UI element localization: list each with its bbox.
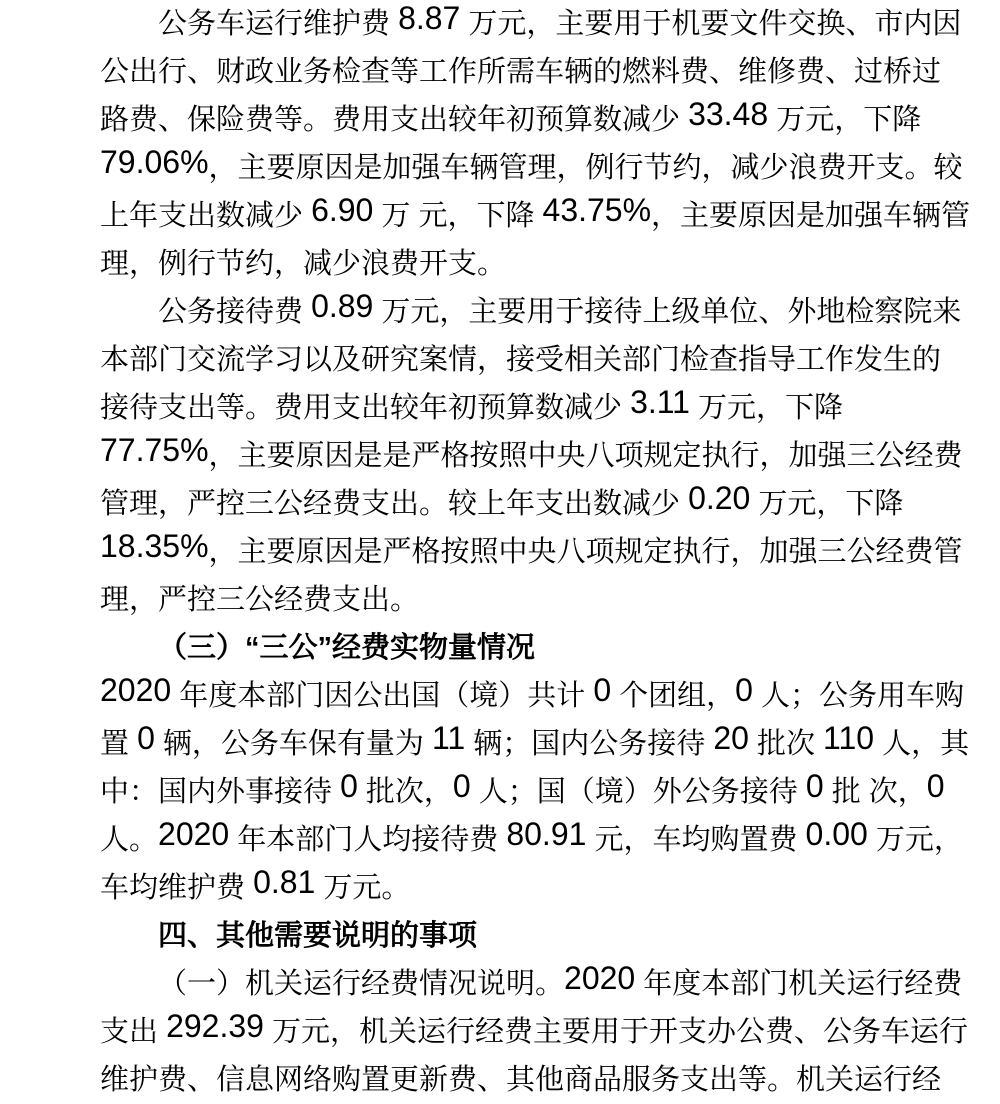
numeric-value: 3.11 [630, 384, 690, 420]
numeric-value: 110 [823, 720, 875, 756]
numeric-value: 77.75% [100, 432, 209, 468]
numeric-value: 0 [340, 768, 358, 804]
text-line: （一）机关运行经费情况说明。2020 年度本部门机关运行经费 [158, 960, 963, 1000]
numeric-value: 79.06% [100, 144, 209, 180]
text-line: 中：国内外事接待 0 批次，0 人；国（境）外公务接待 0 批 次，0 [100, 768, 945, 808]
numeric-value: 0 [137, 720, 155, 756]
text-line: 置 0 辆，公务车保有量为 11 辆；国内公务接待 20 批次 110 人，其 [100, 720, 970, 760]
text-line: 车均维护费 0.81 万元。 [100, 864, 411, 904]
numeric-value: 0 [735, 672, 753, 708]
numeric-value: 2020 [158, 816, 230, 852]
text-line: 77.75%，主要原因是是严格按照中央八项规定执行，加强三公经费 [100, 432, 963, 472]
numeric-value: 0.20 [688, 480, 751, 516]
numeric-value: 33.48 [688, 96, 769, 132]
text-line: 2020 年度本部门因公出国（境）共计 0 个团组，0 人；公务用车购 [100, 672, 965, 712]
numeric-value: 0 [926, 768, 945, 804]
text-line: 接待支出等。费用支出较年初预算数减少 3.11 万元，下降 [100, 384, 844, 424]
numeric-value: 0.00 [805, 816, 868, 852]
text-line: 本部门交流学习以及研究案情，接受相关部门检查指导工作发生的 [100, 344, 942, 376]
text-line: 公务车运行维护费 8.87 万元，主要用于机要文件交换、市内因 [158, 0, 962, 40]
numeric-value: 20 [713, 720, 749, 756]
numeric-value: 0.89 [311, 288, 374, 324]
numeric-value: 2020 [100, 672, 172, 708]
text-line: 上年支出数减少 6.90 万 元，下降 43.75%，主要原因是加强车辆管 [100, 192, 971, 232]
text-line: 18.35%，主要原因是严格按照中央八项规定执行，加强三公经费管 [100, 528, 963, 568]
document-text-block [100, 0, 971, 1104]
text-line: 理，严控三公经费支出。 [100, 584, 420, 616]
text-line: 路费、保险费等。费用支出较年初预算数减少 33.48 万元，下降 [100, 96, 922, 136]
numeric-value: 80.91 [506, 816, 587, 852]
section-heading: （三）“三公”经费实物量情况 [158, 632, 536, 664]
numeric-value: 0 [805, 768, 824, 804]
numeric-value: 0.81 [253, 864, 316, 900]
text-line: 公出行、财政业务检查等工作所需车辆的燃料费、维修费、过桥过 [100, 56, 942, 88]
numeric-value: 2020 [564, 960, 636, 996]
numeric-value: 6.90 [311, 192, 374, 228]
numeric-value: 11 [431, 720, 466, 756]
section-heading: 四、其他需要说明的事项 [158, 920, 478, 952]
text-line: 维护费、信息网络购置更新费、其他商品服务支出等。机关运行经 [100, 1064, 942, 1096]
numeric-value: 0 [593, 672, 612, 708]
numeric-value: 8.87 [398, 0, 461, 36]
text-line: 公务接待费 0.89 万元，主要用于接待上级单位、外地检察院来 [158, 288, 962, 328]
text-line: 管理，严控三公经费支出。较上年支出数减少 0.20 万元，下降 [100, 480, 904, 520]
numeric-value: 43.75% [542, 192, 652, 228]
numeric-value: 292.39 [166, 1008, 264, 1044]
text-line: 人。2020 年本部门人均接待费 80.91 元，车均购置费 0.00 万元， [100, 816, 963, 856]
numeric-value: 18.35% [100, 528, 209, 564]
text-line: 支出 292.39 万元，机关运行经费主要用于开支办公费、公务车运行 [100, 1008, 968, 1048]
text-line: 79.06%，主要原因是加强车辆管理，例行节约，减少浪费开支。较 [100, 144, 963, 184]
numeric-value: 0 [452, 768, 471, 804]
text-line: 理，例行节约，减少浪费开支。 [100, 248, 507, 280]
